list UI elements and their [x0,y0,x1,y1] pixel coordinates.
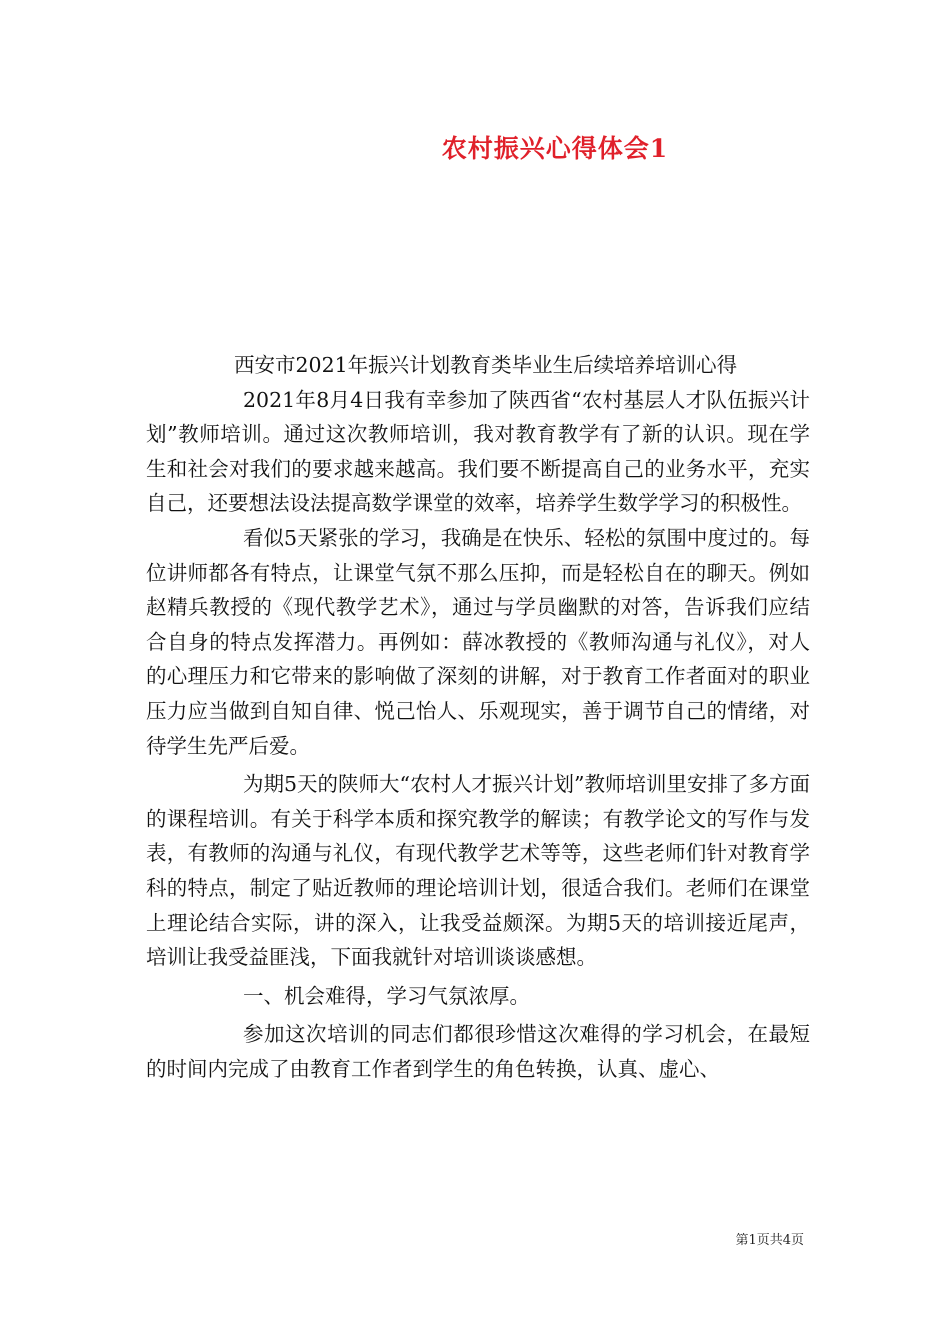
document-body [146,348,810,1090]
paragraph: 2021年8月4日我有幸参加了陕西省“农村基层人才队伍振兴计划”教师培训。通过这次教师培训，我对教育教学有了新的认识。现在学生和社会对我们的要求越来越高。我们要不断提高自己的业务水平，充实自己，还要想法设法提高数学课堂的效率，培养学生数学学习的积极性。 [146,387,810,516]
paragraph: 为期5天的陕师大“农村人才振兴计划”教师培训里安排了多方面的课程培训。有关于科学本质和探究教学的解读；有教学论文的写作与发表，有教师的沟通与礼仪，有现代教学艺术等等，这些老师们针对教育学科的特点，制定了贴近教师的理论培训计划，很适合我们。老师们在课堂上理论结合实际，讲的深入，让我受益颇深。为期5天的培训接近尾声，培训让我受益匪浅，下面我就针对培训谈谈感想。 [146,772,811,970]
document-title: 农村振兴心得体会1 [441,134,669,163]
paragraph: 参加这次培训的同志们都很珍惜这次难得的学习机会，在最短的时间内完成了由教育工作者到学生的角色转换，认真、虚心、 [146,1022,810,1081]
section-heading: 一、机会难得，学习气氛浓厚。 [243,983,530,1008]
page-footer: 第1页共4页 [735,1233,804,1248]
paragraph: 看似5天紧张的学习，我确是在快乐、轻松的氛围中度过的。每位讲师都各有特点，让课堂气氛不那么压抑，而是轻松自在的聊天。例如赵精兵教授的《现代教学艺术》，通过与学员幽默的对答，告诉我们应结合自身的特点发挥潜力。再例如：薛冰教授的《教师沟通与礼仪》，对人的心理压力和它带来的影响做了深刻的讲解，对于教育工作者面对的职业压力应当做到自知自律、悦己怡人、乐观现实，善于调节自己的情绪，对待学生先严后爱。 [146,525,810,758]
document-subtitle: 西安市2021年振兴计划教育类毕业生后续培养培训心得 [234,353,738,377]
